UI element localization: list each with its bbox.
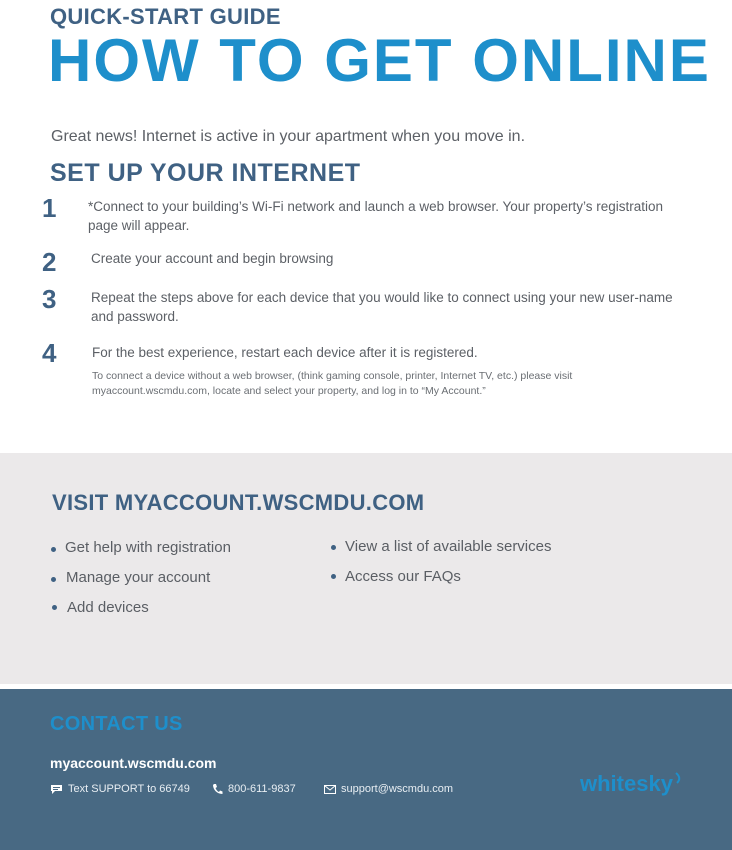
- bullet-dot: [331, 574, 336, 579]
- bullet-dot: [51, 577, 56, 582]
- mail-icon: [324, 785, 336, 794]
- step-3-number: 3: [42, 284, 57, 314]
- step-note: To connect a device without a web browser, (think gaming console, printer, Internet TV, etc.) please visit myaccount.wscmdu.com, locate and select your property, and log in to “My Account.”: [92, 370, 573, 397]
- contact-url[interactable]: myaccount.wscmdu.com: [50, 755, 217, 771]
- list-item: Get help with registration: [65, 539, 231, 556]
- setup-title: SET UP YOUR INTERNET: [50, 159, 361, 187]
- list-item: Access our FAQs: [345, 568, 461, 585]
- email-item[interactable]: [324, 783, 453, 795]
- headline: HOW TO GET ONLINE: [48, 27, 711, 94]
- intro-text: Great news! Internet is active in your apartment when you move in.: [51, 128, 526, 145]
- phone-icon: [212, 783, 223, 795]
- list-item: Add devices: [67, 599, 149, 616]
- list-item: Manage your account: [66, 569, 211, 586]
- chat-icon: [50, 784, 63, 795]
- step-1-number: 1: [42, 193, 57, 223]
- bullet-dot: [51, 547, 56, 552]
- step-3-text: Repeat the steps above for each device that you would like to connect using your new user-name and password.: [91, 290, 673, 324]
- email-label: support@wscmdu.com: [341, 783, 454, 795]
- svg-text:whitesky: whitesky: [580, 771, 673, 796]
- bullet-dot: [331, 545, 336, 550]
- step-1-text: *Connect to your building’s Wi-Fi network and launch a web browser. Your property’s registration page will appear.: [88, 199, 664, 233]
- phone-label: 800-611-9837: [228, 783, 296, 795]
- text-support-label: Text SUPPORT to 66749: [68, 783, 190, 795]
- whitesky-logo: [578, 769, 688, 801]
- step-4-text: For the best experience, restart each device after it is registered.: [92, 345, 478, 360]
- contact-section: [0, 689, 732, 850]
- phone-item[interactable]: [212, 783, 296, 795]
- visit-title: VISIT MYACCOUNT.WSCMDU.COM: [52, 490, 425, 515]
- eyebrow-title: QUICK-START GUIDE: [50, 4, 281, 29]
- contact-title: CONTACT US: [50, 713, 183, 735]
- list-item: View a list of available services: [345, 538, 552, 555]
- step-4-number: 4: [42, 338, 57, 368]
- step-2-text: Create your account and begin browsing: [91, 251, 334, 266]
- text-support-item: [50, 783, 190, 795]
- visit-section: [0, 453, 732, 684]
- bullet-dot: [52, 605, 57, 610]
- step-2-number: 2: [42, 247, 57, 277]
